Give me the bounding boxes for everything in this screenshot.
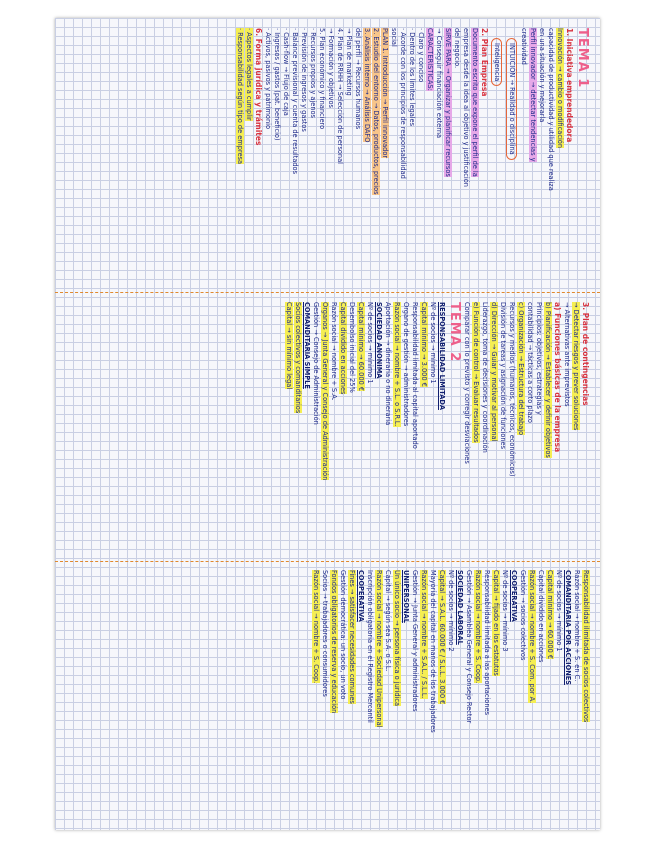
note-line (543, 300, 552, 555)
note-line (434, 26, 443, 286)
note-text: Capital dividido en acciones (339, 302, 347, 395)
note-text: → Conseguir financiación externa (435, 28, 443, 139)
note-line (562, 300, 571, 555)
note-line (534, 300, 543, 555)
note-line (446, 300, 462, 555)
note-text: Capital mínimo → 3.000 € (420, 302, 428, 387)
note-line (527, 568, 536, 824)
note-text: Razón social → nombre + Sociedad Unipersonal (375, 570, 383, 728)
note-text: Responsabilidad limitada a las aportaciones (483, 570, 491, 716)
note-text: Fines → satisfacer necesidades comunes (348, 570, 356, 704)
column-divider (55, 292, 600, 293)
note-line (563, 568, 572, 824)
note-text: RESPONSABILIDAD LIMITADA (438, 302, 446, 410)
note-text: → Formación y objetivos (327, 28, 335, 108)
note-text: en una situación y mejorarla (538, 28, 546, 123)
notebook-page (55, 18, 600, 830)
note-text: Inteligencia (491, 38, 502, 86)
note-line (461, 26, 470, 286)
note-line (528, 26, 537, 286)
note-text: b) Planificación → Establecer y definir objetivos (544, 302, 552, 458)
note-line (452, 26, 461, 286)
note-line (471, 300, 480, 555)
note-text: → Detectar riesgos y prever soluciones (572, 302, 580, 431)
note-text: Nº de socios → mínimo 1 (555, 570, 563, 652)
note-line (509, 568, 518, 824)
note-text: Capital → S.A.L. 60.000 € / S.L.L. 3.000 € (438, 570, 446, 705)
note-line (320, 300, 329, 555)
note-line (338, 300, 347, 555)
note-line (398, 26, 407, 286)
note-line (392, 568, 401, 824)
note-line (380, 26, 389, 286)
note-text: contabilidad → tácticas a corto plazo (526, 302, 534, 423)
note-text: Comparar con lo previsto y corregir desviaciones (463, 302, 471, 464)
note-text: 6. Forma jurídica y trámites (254, 28, 263, 146)
note-line (263, 26, 272, 286)
note-text: · Previsión de ingresos y gastos (300, 28, 308, 132)
note-text: Gestión democrática: un socio, un voto (339, 570, 347, 700)
note-text: COOPERATIVA (510, 570, 518, 622)
note-line (272, 26, 281, 286)
note-text: Capital → fijado en los estatutos (492, 570, 500, 676)
note-line (410, 568, 419, 824)
note-line (489, 26, 504, 286)
note-text: 2. Estudio del entorno → Datos, productos, precios (372, 28, 380, 195)
note-text: Principios: objetivos, estrategias y (535, 302, 543, 415)
note-line (374, 300, 383, 555)
note-text: SOCIEDAD ANÓNIMA (375, 302, 383, 379)
note-text: e) Función de control → Evaluar resultados (472, 302, 480, 443)
note-line (311, 568, 320, 824)
note-text: · Ingresos / gastos (pat. beneficio) (273, 28, 281, 141)
note-line (383, 568, 392, 824)
note-line (401, 568, 410, 824)
note-text: Gestión → Junta General y administradores (411, 570, 419, 712)
note-text: Nº de socios → mínimo 2 (447, 570, 455, 652)
note-text: Innovación → cambio o modificación (556, 28, 564, 148)
note-line (335, 26, 344, 286)
note-text: 1. Iniciativa emprendedora (565, 28, 574, 143)
note-text: Órganos → Junta General y Consejo de Administración (321, 302, 329, 481)
note-line (446, 568, 455, 824)
note-text: COOPERATIVA (357, 570, 365, 622)
note-line (482, 568, 491, 824)
note-text: Razón social → nombre + S.L. o S.R.L. (393, 302, 401, 427)
note-line (362, 26, 371, 286)
note-text: SOCIEDAD LABORAL (456, 570, 464, 645)
note-line (356, 568, 365, 824)
note-text: · Responsabilidad según tipo de empresa (236, 28, 244, 164)
note-line (518, 568, 527, 824)
note-text: · Cash-flow → Flujo de caja (282, 28, 290, 116)
note-text: Razón social → nombre + S. Coop. (312, 570, 320, 684)
note-text: TEMA 2 (447, 302, 462, 363)
note-text: Aportación → dineraria o no dineraria (384, 302, 392, 426)
note-text: Razón social → nombre + S.A.L. / S.L.L. (420, 570, 428, 699)
note-line (581, 568, 590, 824)
note-line (329, 568, 338, 824)
note-line (555, 26, 564, 286)
note-line (580, 300, 590, 555)
note-line (443, 26, 452, 286)
rotated-notes (55, 18, 600, 830)
note-text: Socios → trabajadores o consumidores (321, 570, 329, 697)
note-text: CARACTERÍSTICAS: (426, 28, 434, 91)
note-line (419, 300, 428, 555)
note-line (356, 300, 365, 555)
note-line (498, 300, 507, 555)
note-text: Inscripción obligatoria en el Registro Mercantil (366, 570, 374, 723)
note-text: empresa desde la idea al objetivo y justificación (462, 28, 470, 187)
note-text: Nº de socios → mínimo 3 (501, 570, 509, 652)
note-line (416, 26, 425, 286)
note-line (428, 300, 437, 555)
note-text: · Balance previsional y cuenta de resultados (291, 28, 299, 175)
note-line (437, 568, 446, 824)
note-line (546, 26, 555, 286)
note-line (507, 300, 516, 555)
note-line (564, 26, 574, 286)
note-text: Liderazgo, toma de decisiones y coordinación (481, 302, 489, 453)
note-line (410, 300, 419, 555)
note-text: · Recursos propios y ajenos (309, 28, 317, 118)
note-text: INTUICIÓN → Realidad o disciplina (506, 38, 517, 160)
note-text: Nº de socios → mínimo 1 (366, 302, 374, 384)
note-text: → Plan de marketing (345, 28, 353, 96)
note-line (284, 300, 293, 555)
notes-column-2 (60, 300, 590, 555)
note-text: 4. Plan de RRHH → Selección de personal (336, 28, 344, 164)
note-line (500, 568, 509, 824)
note-line (235, 26, 244, 286)
notes-column-1 (60, 26, 590, 286)
note-text: COMANDITARIA POR ACCIONES (564, 570, 572, 685)
note-line (347, 568, 356, 824)
note-line (462, 300, 471, 555)
note-text: Razón social → nombre + S.A. (330, 302, 338, 401)
note-line (419, 568, 428, 824)
note-text: COMANDITARIA SIMPLE (303, 302, 311, 389)
note-text: Capital dividido en acciones (537, 570, 545, 663)
note-text: Órgano de gestión → administradores (402, 302, 410, 427)
note-line (365, 300, 374, 555)
note-line (326, 26, 335, 286)
note-text: Un único socio → persona física o jurídica (393, 570, 401, 707)
note-line (293, 300, 302, 555)
note-text: UNIPERSONAL (402, 570, 410, 623)
note-line (338, 568, 347, 824)
note-text: · Aspectos legales a cumplir (245, 28, 253, 121)
note-text: Responsabilidad limitada al capital aportado (411, 302, 419, 449)
note-line (537, 26, 546, 286)
note-text: División de tareas y asignación de funciones (499, 302, 507, 450)
note-text: Capital → según sea S.A. o S.L. (384, 570, 392, 672)
note-text: d) Dirección → Guiar y motivar al personal (490, 302, 498, 442)
note-line (317, 26, 326, 286)
note-text: creatividad (520, 28, 528, 65)
note-text: 2. Plan Empresa (480, 28, 489, 97)
note-line (347, 300, 356, 555)
note-text: Mayoría del capital en manos de los trabajadores (429, 570, 437, 733)
note-line (519, 26, 528, 286)
note-text: Razón social → nombre + S. Coop. (474, 570, 482, 684)
note-line (525, 300, 534, 555)
note-line (491, 568, 500, 824)
note-line (281, 26, 290, 286)
note-line (437, 300, 446, 555)
note-line (308, 26, 317, 286)
note-text: capacidad de productividad y utilidad que realiza (547, 28, 555, 191)
note-line (244, 26, 253, 286)
note-text: Capital mínimo → 60.000 € (357, 302, 365, 392)
note-text: Fondos obligatorios de reserva y educación (330, 570, 338, 714)
note-text: Razón social → nombre + S. Com. por A. (528, 570, 536, 704)
note-text: · Acorde con los principios de responsabilidad (399, 28, 407, 179)
note-line (545, 568, 554, 824)
note-line (425, 26, 434, 286)
note-text: TEMA 1 (575, 28, 590, 89)
note-line (392, 300, 401, 555)
note-text: Gestión → Asamblea General y Consejo Rector (465, 570, 473, 724)
note-text: · Claro y conciso (417, 28, 425, 83)
note-line (536, 568, 545, 824)
note-text: → Alternativas ante imprevistos (563, 302, 571, 407)
note-line (389, 26, 398, 286)
note-text: SIRVE PARA → Organizar y planificar recursos (444, 28, 452, 177)
note-line (302, 300, 311, 555)
note-text: del perfil → Recursos humanos (354, 28, 362, 130)
note-line (374, 568, 383, 824)
note-text: a) Funciones básicas de la empresa (553, 302, 562, 453)
note-text: Recursos y medios (humanos, técnicos, económicos) (508, 302, 516, 477)
note-text: social (390, 28, 398, 47)
note-text: PLAN 1. Introducción → Perfil innovador (381, 28, 389, 159)
note-line (455, 568, 464, 824)
note-line (311, 300, 320, 555)
note-line (407, 26, 416, 286)
note-line (473, 568, 482, 824)
note-line (371, 26, 380, 286)
note-text: 3. Plan de contingencias (581, 302, 590, 406)
note-line (571, 300, 580, 555)
note-line (353, 26, 362, 286)
note-text: · Activos, pasivos y patrimonio (264, 28, 272, 130)
note-text: Gestión → Consejo de Administración (312, 302, 320, 425)
note-line (253, 26, 263, 286)
note-text: Razón social → nombre + S. en C. (573, 570, 581, 682)
note-line (572, 568, 581, 824)
note-text: c) Organización → Estructura del trabajo (517, 302, 525, 436)
notes-column-3 (60, 568, 590, 824)
note-line (516, 300, 525, 555)
note-line (504, 26, 519, 286)
note-line (574, 26, 590, 286)
note-line (552, 300, 562, 555)
note-text: Nº de socios → mínimo 1 (429, 302, 437, 384)
note-text: Gestión → socios colectivos (519, 570, 527, 661)
note-line (329, 300, 338, 555)
note-line (470, 26, 479, 286)
note-text: · Dentro de los límites legales (408, 28, 416, 127)
note-text: 3. Análisis interno → Análisis DAFO (363, 28, 371, 143)
note-line (428, 568, 437, 824)
note-line (320, 568, 329, 824)
note-line (480, 300, 489, 555)
note-line (489, 300, 498, 555)
note-line (479, 26, 489, 286)
note-text: Capital → sin mínimo legal (285, 302, 293, 390)
note-text: 5. Plan económico y financiero (318, 28, 326, 130)
note-text: Documento escrito que expone el perfil de la (471, 28, 479, 177)
note-text: Responsabilidad ilimitada de socios colectivos (582, 570, 590, 723)
note-line (554, 568, 563, 824)
note-line (401, 300, 410, 555)
note-line (464, 568, 473, 824)
note-line (344, 26, 353, 286)
note-text: Capital mínimo → 60.000 € (546, 570, 554, 660)
note-text: Desembolso inicial del 25% (348, 302, 356, 393)
note-text: Perfil innovador → detectar tendencias y (529, 28, 537, 162)
note-text: del negocio. (453, 28, 461, 69)
column-divider (55, 561, 600, 562)
note-line (299, 26, 308, 286)
note-line (365, 568, 374, 824)
note-line (290, 26, 299, 286)
note-line (383, 300, 392, 555)
note-text: Socios colectivos y comanditarios (294, 302, 302, 414)
